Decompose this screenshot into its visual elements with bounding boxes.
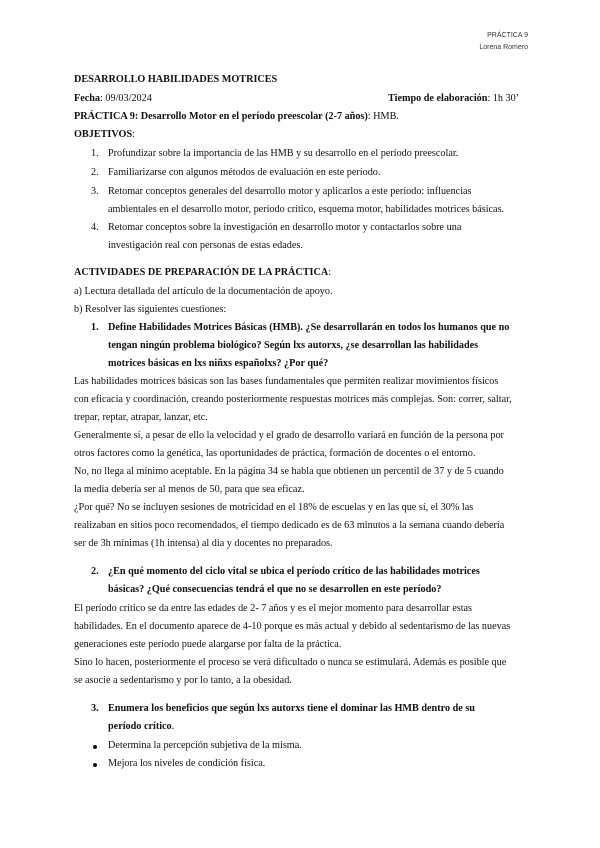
answer-1-line: la media debería ser al menos de 50, para que sea eficaz.: [74, 484, 305, 495]
question-number: 3.: [91, 703, 99, 714]
actividad-a: a) Lectura detallada del artículo de la documentación de apoyo.: [74, 286, 333, 297]
actividades-colon: :: [328, 267, 332, 278]
bullet-item: Determina la percepción subjetiva de la misma.: [108, 740, 302, 751]
objetivo-number: 2.: [91, 167, 99, 178]
objetivo-text: ambientales en el desarrollo motor, período crítico, esquema motor, habilidades motrices básicas.: [108, 204, 505, 215]
document-title: DESARROLLO HABILIDADES MOTRICES: [74, 74, 278, 85]
answer-1-line: Generalmente sí, a pesar de ello la velocidad y el grado de desarrollo variará en función de la persona por: [74, 430, 504, 441]
objetivos-label: OBJETIVOS: [74, 129, 133, 140]
actividad-b: b) Resolver las siguientes cuestiones:: [74, 304, 227, 315]
answer-1-line: ¿Por qué? No se incluyen sesiones de motricidad en el 18% de escuelas y en las que sí, el 30% las: [74, 502, 474, 513]
answer-1-line: realizaban en sitios poco recomendados, el tiempo dedicado es de 63 minutos a la semana cuando debería: [74, 520, 505, 531]
answer-1-line: trepar, reptar, atrapar, lanzar, etc.: [74, 412, 208, 423]
question-number: 2.: [91, 566, 99, 577]
question-1-text: motrices básicas en lxs niñxs españolxs? ¿Por qué?: [108, 358, 329, 369]
objetivos-heading: [74, 128, 135, 141]
actividades-label: ACTIVIDADES DE PREPARACIÓN DE LA PRÁCTICA: [74, 267, 329, 278]
answer-2-line: se asocie a sedentarismo y por lo tanto, a la obesidad.: [74, 675, 292, 686]
question-2-text: ¿En qué momento del ciclo vital se ubica el período crítico de las habilidades motrices: [108, 566, 480, 577]
fecha-line: [74, 92, 152, 105]
answer-1-line: otros factores como la genética, las oportunidades de práctica, formación de docentes o el entorno.: [74, 448, 476, 459]
objetivo-text: Retomar conceptos sobre la investigación en desarrollo motor y contactarlos sobre una: [108, 222, 462, 233]
answer-1-line: ser de 3h mínimas (1h intensa) al día y docentes no preparados.: [74, 538, 333, 549]
actividades-heading: [74, 266, 331, 279]
objetivo-text: Profundizar sobre la importancia de las HMB y su desarrollo en el período preescolar.: [108, 148, 459, 159]
answer-2-line: Sino lo hacen, posteriormente el proceso se verá dificultado o nunca se estimulará. Además es posible que: [74, 657, 507, 668]
answer-1-line: con eficacia y coordinación, creando posteriormente respuestas motrices más complejas. Son: correr, saltar,: [74, 394, 512, 405]
answer-1-line: No, no llega al mínimo aceptable. En la página 34 se habla que obtienen un percentil de 37 y de 5 cuando: [74, 466, 504, 477]
question-3-period: .: [171, 721, 175, 732]
tiempo-value: : 1h 30’: [487, 93, 520, 104]
header-author-name: Lorena Romero: [479, 44, 528, 51]
fecha-label: Fecha: [74, 93, 101, 104]
question-2-text: básicas? ¿Qué consecuencias tendrá el que no se desarrollen en este período?: [108, 584, 442, 595]
objetivo-number: 3.: [91, 186, 99, 197]
question-1-text: tengan ningún problema biológico? Según lxs autorxs, ¿se desarrollan las habilidades: [108, 340, 479, 351]
practica-line: [74, 110, 399, 123]
bullet-icon: [93, 745, 97, 749]
objetivos-colon: :: [132, 129, 135, 140]
question-number: 1.: [91, 322, 99, 333]
objetivo-number: 1.: [91, 148, 99, 159]
question-3-text: [108, 720, 174, 733]
practica-value: : HMB.: [367, 111, 399, 122]
answer-2-line: El período crítico se da entre las edades de 2- 7 años y es el mejor momento para desarrollar estas: [74, 603, 473, 614]
bullet-icon: [93, 763, 97, 767]
fecha-value: : 09/03/2024: [100, 93, 152, 104]
objetivo-text: Familiarizarse con algunos métodos de evaluación en este período.: [108, 167, 381, 178]
answer-2-line: habilidades. En el documento aparece de 4-10 porque es más actual y debido al sedentarismo de las nuevas: [74, 621, 511, 632]
bullet-item: Mejora los niveles de condición física.: [108, 758, 266, 769]
objetivo-number: 4.: [91, 222, 99, 233]
answer-2-line: generaciones este período puede alargarse por falta de la práctica.: [74, 639, 342, 650]
question-1-text: Define Habilidades Motrices Básicas (HMB). ¿Se desarrollarán en todos los humanos que no: [108, 322, 510, 333]
question-3-text: Enumera los beneficios que según lxs autorxs tiene el dominar las HMB dentro de su: [108, 703, 475, 714]
objetivo-text: Retomar conceptos generales del desarrollo motor y aplicarlos a este período: influencias: [108, 186, 472, 197]
tiempo-line: [388, 92, 519, 105]
question-3-text-end: período crítico: [108, 721, 172, 732]
objetivo-text: investigación real con personas de estas edades.: [108, 240, 303, 251]
answer-1-line: Las habilidades motrices básicas son las bases fundamentales que permiten realizar movimientos físicos: [74, 376, 499, 387]
practica-label: PRÁCTICA 9: Desarrollo Motor en el período preescolar (2-7 años): [74, 111, 368, 122]
tiempo-label: Tiempo de elaboración: [388, 93, 488, 104]
header-practice-label: PRÁCTICA 9: [487, 32, 528, 39]
